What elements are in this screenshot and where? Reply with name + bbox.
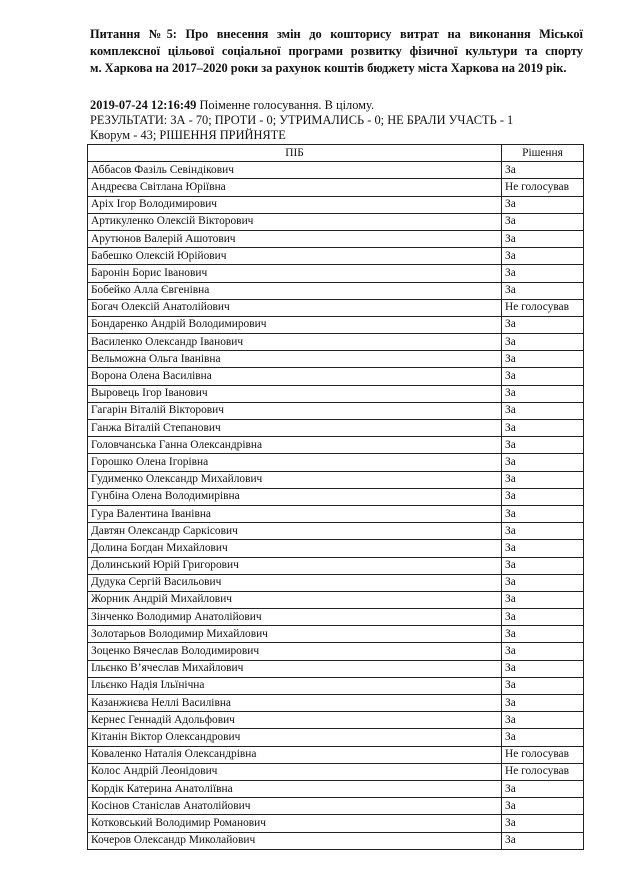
vote-decision: За <box>502 282 584 299</box>
deputy-name: Гура Валентина Іванівна <box>88 505 502 522</box>
table-row <box>88 815 584 832</box>
vote-decision: За <box>502 402 584 419</box>
vote-decision: За <box>502 523 584 540</box>
vote-decision: За <box>502 677 584 694</box>
table-row <box>88 712 584 729</box>
vote-decision: За <box>502 437 584 454</box>
vote-decision: За <box>502 162 584 179</box>
deputy-name: Бобейко Алла Євгенівна <box>88 282 502 299</box>
table-row <box>88 763 584 780</box>
table-row <box>88 437 584 454</box>
title-line-1: Питання №5: Про внесення змін до кошторису витрат на виконання Міської <box>90 27 583 41</box>
deputy-name: Кернес Геннадій Адольфович <box>88 712 502 729</box>
vote-decision: За <box>502 351 584 368</box>
table-row <box>88 643 584 660</box>
vote-decision: За <box>502 334 584 351</box>
vote-decision: Не голосував <box>502 179 584 196</box>
deputy-name: Головчанська Ганна Олександрівна <box>88 437 502 454</box>
table-row <box>88 677 584 694</box>
table-row <box>88 471 584 488</box>
table-row <box>88 196 584 213</box>
deputy-name: Бабешко Олексій Юрійович <box>88 248 502 265</box>
table-row <box>88 729 584 746</box>
deputy-name: Выровець Ігор Іванович <box>88 385 502 402</box>
vote-decision: За <box>502 815 584 832</box>
table-row <box>88 626 584 643</box>
table-row <box>88 695 584 712</box>
table-row <box>88 454 584 471</box>
deputy-name: Аббасов Фазіль Севіндікович <box>88 162 502 179</box>
deputy-name: Вельможна Ольга Іванівна <box>88 351 502 368</box>
vote-quorum: Кворум - 43; РІШЕННЯ ПРИЙНЯТЕ <box>90 128 286 142</box>
table-row <box>88 780 584 797</box>
vote-decision: За <box>502 832 584 849</box>
table-row <box>88 162 584 179</box>
deputy-name: Ільєнко Надія Ільїнічна <box>88 677 502 694</box>
vote-decision: За <box>502 265 584 282</box>
vote-decision: За <box>502 557 584 574</box>
vote-decision: За <box>502 488 584 505</box>
vote-decision: За <box>502 368 584 385</box>
deputy-name: Казанжиєва Неллі Василівна <box>88 695 502 712</box>
deputy-name: Ворона Олена Василівна <box>88 368 502 385</box>
table-row <box>88 282 584 299</box>
table-row <box>88 179 584 196</box>
table-row <box>88 557 584 574</box>
deputy-name: Кітанін Віктор Олександрович <box>88 729 502 746</box>
table-row <box>88 523 584 540</box>
title-line-3: м. Харкова на 2017–2020 роки за рахунок коштів бюджету міста Харкова на 2019 рік. <box>90 61 567 75</box>
vote-decision: За <box>502 729 584 746</box>
vote-meta <box>90 98 590 113</box>
table-row <box>88 832 584 849</box>
votes-table-body <box>88 162 584 850</box>
header-decision: Рішення <box>502 145 584 162</box>
vote-decision: Не голосував <box>502 763 584 780</box>
vote-decision: За <box>502 420 584 437</box>
vote-decision: За <box>502 230 584 247</box>
deputy-name: Ільєнко В’ячеслав Михайлович <box>88 660 502 677</box>
vote-decision: За <box>502 454 584 471</box>
deputy-name: Гудименко Олександр Михайлович <box>88 471 502 488</box>
table-row <box>88 540 584 557</box>
table-row <box>88 265 584 282</box>
vote-decision: За <box>502 798 584 815</box>
deputy-name: Гунбіна Олена Володимирівна <box>88 488 502 505</box>
deputy-name: Артикуленко Олексій Вікторович <box>88 213 502 230</box>
table-row <box>88 248 584 265</box>
deputy-name: Дудука Сергій Васильович <box>88 574 502 591</box>
table-row <box>88 746 584 763</box>
table-row <box>88 334 584 351</box>
table-row <box>88 488 584 505</box>
vote-decision: За <box>502 213 584 230</box>
table-row <box>88 574 584 591</box>
table-row <box>88 609 584 626</box>
vote-decision: Не голосував <box>502 299 584 316</box>
deputy-name: Горошко Олена Ігорівна <box>88 454 502 471</box>
agenda-item-title <box>90 26 583 77</box>
table-header-row <box>88 145 584 162</box>
deputy-name: Бондаренко Андрій Володимирович <box>88 316 502 333</box>
vote-decision: За <box>502 591 584 608</box>
table-row <box>88 402 584 419</box>
vote-decision: За <box>502 695 584 712</box>
table-row <box>88 368 584 385</box>
vote-results: РЕЗУЛЬТАТИ: ЗА - 70; ПРОТИ - 0; УТРИМАЛИСЬ - 0; НЕ БРАЛИ УЧАСТЬ - 1 <box>90 113 514 127</box>
deputy-name: Арутюнов Валерій Ашотович <box>88 230 502 247</box>
vote-decision: За <box>502 574 584 591</box>
title-line-2: комплексної цільової соціальної програми розвитку фізичної культури та спорту <box>90 44 583 58</box>
deputy-name: Давтян Олександр Саркісович <box>88 523 502 540</box>
deputy-name: Гагарін Віталій Вікторович <box>88 402 502 419</box>
deputy-name: Кочеров Олександр Миколайович <box>88 832 502 849</box>
deputy-name: Богач Олексій Анатолійович <box>88 299 502 316</box>
deputy-name: Кордік Катерина Анатоліївна <box>88 780 502 797</box>
deputy-name: Коваленко Наталія Олександрівна <box>88 746 502 763</box>
vote-decision: За <box>502 540 584 557</box>
header-name: ПІБ <box>88 145 502 162</box>
deputy-name: Колос Андрій Леонідович <box>88 763 502 780</box>
deputy-name: Зоценко Вячеслав Володимирович <box>88 643 502 660</box>
vote-decision: За <box>502 316 584 333</box>
table-row <box>88 660 584 677</box>
vote-timestamp: 2019-07-24 12:16:49 <box>90 98 197 112</box>
vote-decision: За <box>502 471 584 488</box>
deputy-name: Василенко Олександр Іванович <box>88 334 502 351</box>
table-row <box>88 316 584 333</box>
vote-decision: За <box>502 643 584 660</box>
vote-decision: За <box>502 626 584 643</box>
deputy-name: Баронін Борис Іванович <box>88 265 502 282</box>
table-row <box>88 798 584 815</box>
vote-decision: За <box>502 248 584 265</box>
table-row <box>88 505 584 522</box>
deputy-name: Котковський Володимир Романович <box>88 815 502 832</box>
deputy-name: Косінов Станіслав Анатолійович <box>88 798 502 815</box>
deputy-name: Долинський Юрій Григорович <box>88 557 502 574</box>
table-row <box>88 591 584 608</box>
deputy-name: Андреєва Світлана Юріївна <box>88 179 502 196</box>
table-row <box>88 420 584 437</box>
deputy-name: Долина Богдан Михайлович <box>88 540 502 557</box>
vote-decision: За <box>502 505 584 522</box>
vote-decision: За <box>502 712 584 729</box>
vote-decision: За <box>502 385 584 402</box>
table-row <box>88 299 584 316</box>
deputy-name: Жорник Андрій Михайлович <box>88 591 502 608</box>
table-row <box>88 230 584 247</box>
deputy-name: Зінченко Володимир Анатолійович <box>88 609 502 626</box>
vote-decision: За <box>502 609 584 626</box>
deputy-name: Ганжа Віталій Степанович <box>88 420 502 437</box>
vote-decision: За <box>502 196 584 213</box>
vote-decision: За <box>502 780 584 797</box>
votes-table <box>87 144 584 850</box>
vote-decision: За <box>502 660 584 677</box>
vote-type: Поіменне голосування. В цілому. <box>199 98 375 112</box>
vote-decision: Не голосував <box>502 746 584 763</box>
table-row <box>88 385 584 402</box>
table-row <box>88 351 584 368</box>
deputy-name: Золотарьов Володимир Михайлович <box>88 626 502 643</box>
deputy-name: Аріх Ігор Володимирович <box>88 196 502 213</box>
table-row <box>88 213 584 230</box>
